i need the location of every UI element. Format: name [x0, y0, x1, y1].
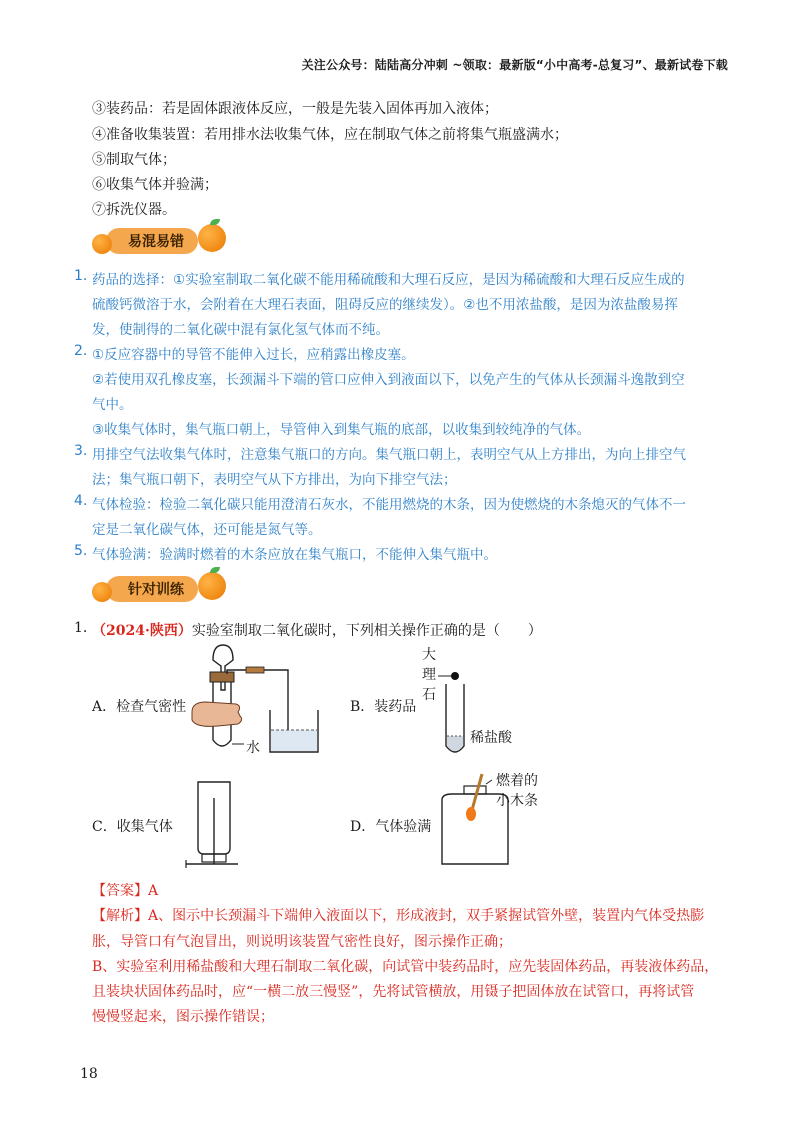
orange-icon: [92, 582, 112, 602]
list-item-text: 法；集气瓶口朝下，表明空气从下方排出，为向下排空气法；: [92, 472, 457, 488]
analysis-line: 慢慢竖起来，图示操作错误；: [92, 1009, 274, 1025]
step-line: ⑤制取气体；: [92, 152, 176, 168]
question-source: （2024·陕西）: [92, 623, 192, 639]
analysis-line: 胀，导管口有气泡冒出，则说明该装置气密性良好，图示操作正确；: [92, 934, 512, 950]
list-item-text: 定是二氧化碳气体，还可能是氮气等。: [92, 522, 322, 538]
question-number: 1.: [74, 620, 88, 636]
marble-label-char: 大: [422, 647, 436, 663]
figure-c-collection: [186, 778, 246, 870]
section-title: 针对训练: [106, 576, 198, 602]
leaf-icon: [210, 567, 220, 573]
list-item-text: ③收集气体时，集气瓶口朝上，导管伸入到集气瓶的底部，以收集到较纯净的气体。: [92, 422, 591, 438]
analysis-line: 【解析】A、图示中长颈漏斗下端伸入液面以下，形成液封，双手紧握试管外壁，装置内气体受热膨: [92, 908, 705, 924]
orange-icon: [198, 572, 226, 600]
list-item-text: ②若使用双孔橡皮塞，长颈漏斗下端的管口应伸入到液面以下，以免产生的气体从长颈漏斗逸散到空: [92, 372, 685, 388]
orange-icon: [198, 224, 226, 252]
option-d: D．气体验满: [350, 819, 432, 835]
step-line: ③装药品：若是固体跟液体反应，一般是先装入固体再加入液体；: [92, 101, 498, 117]
acid-label: 稀盐酸: [470, 730, 512, 746]
marble-label-char: 理: [422, 667, 436, 683]
option-a: A．检查气密性: [92, 699, 187, 715]
water-label: 水: [246, 740, 260, 756]
option-b: B．装药品: [350, 699, 417, 715]
list-item-text: 发，使制得的二氧化碳中混有氯化氢气体而不纯。: [92, 322, 389, 338]
list-item-text: 气体检验：检验二氧化碳只能用澄清石灰水，不能用燃烧的木条，因为使燃烧的木条熄灭的气体不一: [92, 497, 686, 513]
page-header: 关注公众号：陆陆高分冲刺 ~领取：最新版“小中高考-总复习”、最新试卷下载: [301, 58, 728, 72]
page-number: 18: [80, 1066, 98, 1082]
analysis-line: 且装块状固体药品时，应“一横二放三慢竖”，先将试管横放，用镊子把固体放在试管口，再将试管: [92, 984, 695, 1000]
step-line: ⑦拆洗仪器。: [92, 202, 176, 218]
list-number: 1.: [74, 268, 88, 284]
stick-label: 小木条: [496, 793, 538, 809]
option-c: C．收集气体: [92, 819, 173, 835]
list-item-text: 药品的选择：①实验室制取二氧化碳不能用稀硫酸和大理石反应，是因为稀硫酸和大理石反应生成的: [92, 272, 685, 288]
list-item-text: 硫酸钙微溶于水，会附着在大理石表面，阻碍反应的继续发）。②也不用浓盐酸，是因为浓盐酸易挥: [92, 297, 678, 313]
step-line: ⑥收集气体并验满；: [92, 177, 218, 193]
step-line: ④准备收集装置：若用排水法收集气体，应在制取气体之前将集气瓶盛满水；: [92, 127, 568, 143]
list-number: 5.: [74, 543, 88, 559]
list-item-text: ①反应容器中的导管不能伸入过长，应稍露出橡皮塞。: [92, 347, 415, 363]
list-item-text: 用排空气法收集气体时，注意集气瓶口的方向。集气瓶口朝上，表明空气从上方排出，为向上排空气: [92, 447, 686, 463]
analysis-line: B、实验室利用稀盐酸和大理石制取二氧化碳，向试管中装药品时，应先装固体药品，再装液体药品，: [92, 959, 719, 975]
leaf-icon: [210, 219, 220, 225]
question-stem-line: [92, 620, 542, 640]
list-number: 4.: [74, 493, 88, 509]
list-number: 3.: [74, 443, 88, 459]
marble-label-char: 石: [422, 687, 436, 703]
list-item-text: 气体验满：验满时燃着的木条应放在集气瓶口，不能伸入集气瓶中。: [92, 547, 497, 563]
question-stem: 实验室制取二氧化碳时，下列相关操作正确的是（ ）: [191, 623, 542, 639]
list-item-text: 气中。: [92, 397, 133, 413]
orange-icon: [92, 234, 112, 254]
stick-label: 燃着的: [496, 773, 538, 789]
list-number: 2.: [74, 343, 88, 359]
answer-label: 【答案】A: [92, 883, 159, 899]
section-title: 易混易错: [106, 228, 198, 254]
